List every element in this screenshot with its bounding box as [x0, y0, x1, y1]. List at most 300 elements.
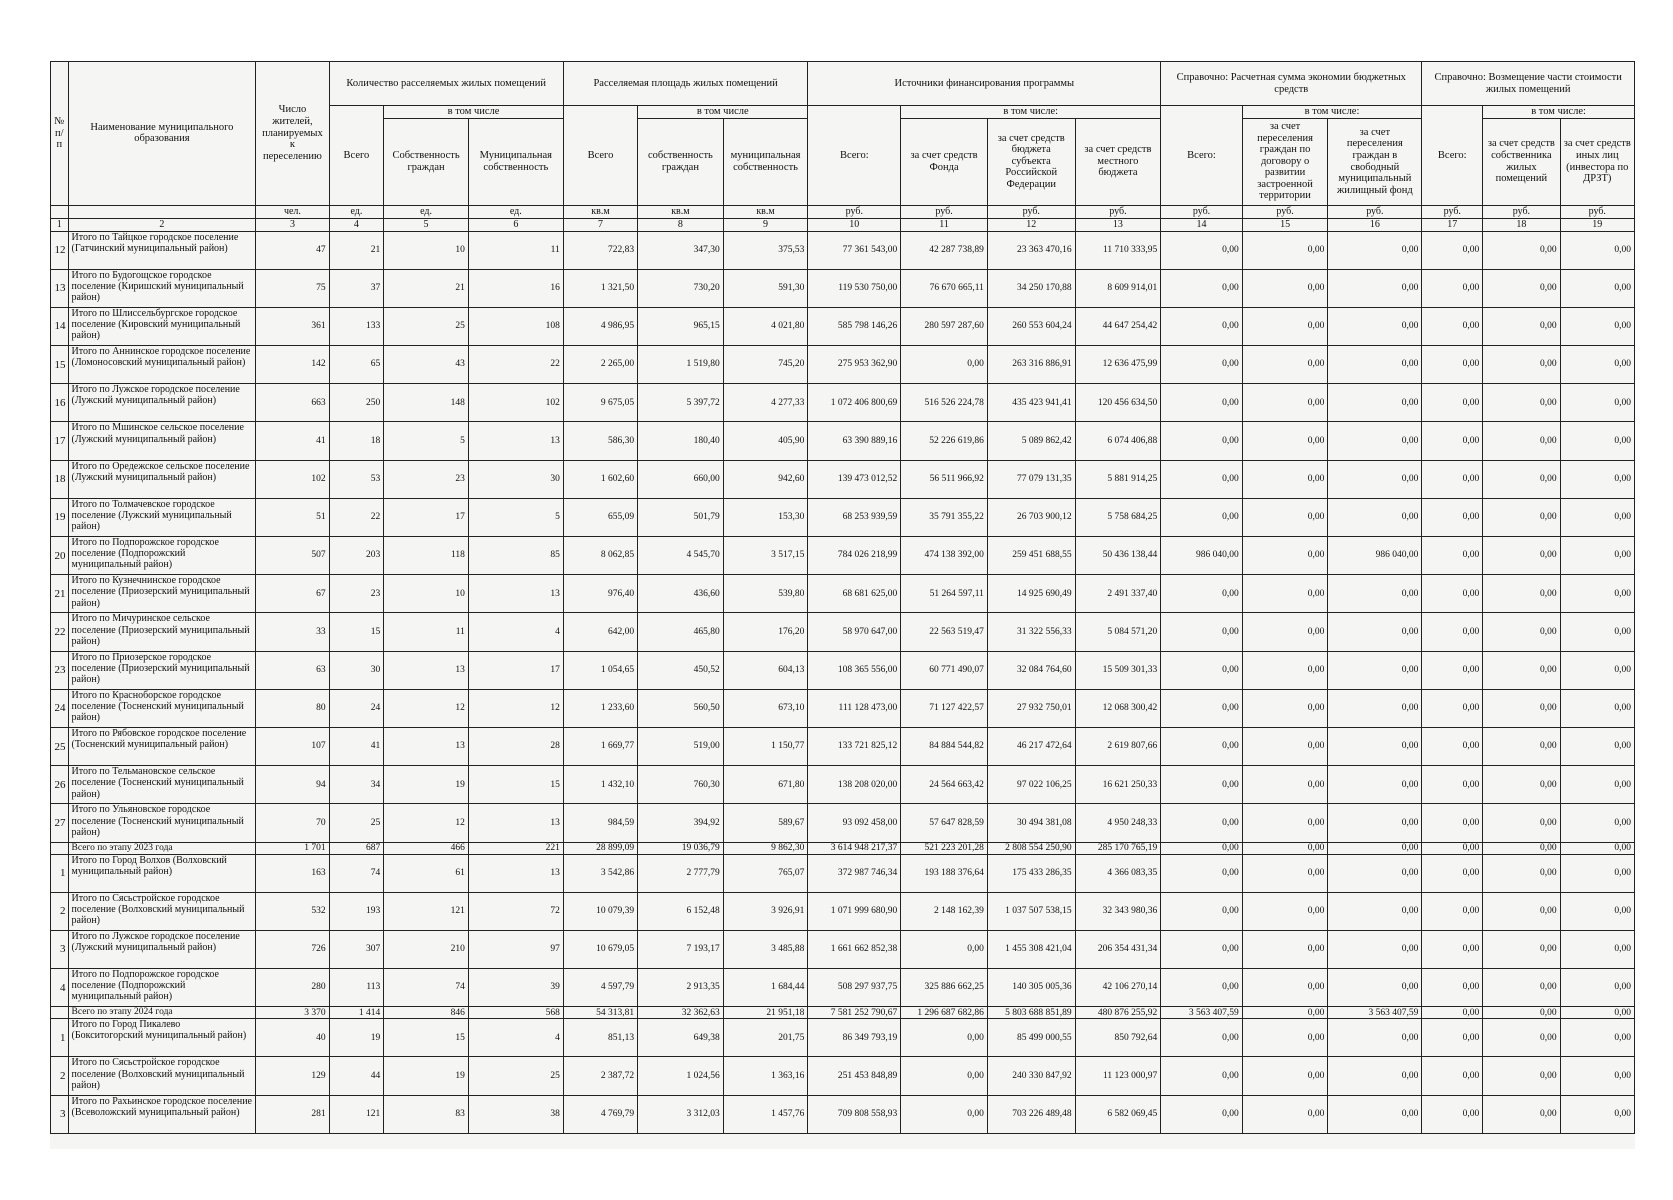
value-cell: 450,52	[638, 651, 724, 689]
value-cell: 532	[256, 892, 329, 930]
table-row	[51, 969, 1635, 1007]
value-cell: 118	[384, 537, 469, 575]
value-cell: 0,00	[1161, 575, 1243, 613]
value-cell: 97	[468, 930, 563, 968]
value-cell: 2 265,00	[563, 346, 637, 384]
value-cell: 121	[384, 892, 469, 930]
value-cell: 0,00	[1560, 537, 1634, 575]
value-cell: 40	[256, 1019, 329, 1057]
value-cell: 0,00	[1483, 969, 1560, 1007]
table-row	[51, 498, 1635, 536]
value-cell: 0,00	[901, 1057, 988, 1095]
table-body	[51, 231, 1635, 1133]
value-cell: 0,00	[1242, 969, 1328, 1007]
table-row	[51, 1057, 1635, 1095]
value-cell: 120 456 634,50	[1075, 384, 1161, 422]
row-number	[51, 842, 69, 854]
value-cell: 280	[256, 969, 329, 1007]
value-cell: 41	[256, 422, 329, 460]
value-cell: 8 062,85	[563, 537, 637, 575]
value-cell: 97 022 106,25	[987, 766, 1075, 804]
value-cell: 51	[256, 498, 329, 536]
value-cell: 0,00	[1422, 460, 1483, 498]
value-cell: 687	[329, 842, 384, 854]
stage-total-row	[51, 842, 1635, 854]
value-cell: 23 363 470,16	[987, 231, 1075, 269]
value-cell: 102	[256, 460, 329, 498]
value-cell: 6 152,48	[638, 892, 724, 930]
value-cell: 0,00	[1560, 460, 1634, 498]
value-cell: 65	[329, 346, 384, 384]
value-cell: 10 079,39	[563, 892, 637, 930]
value-cell: 263 316 886,91	[987, 346, 1075, 384]
value-cell: 589,67	[723, 804, 808, 842]
value-cell: 0,00	[1242, 842, 1328, 854]
value-cell: 0,00	[1328, 804, 1422, 842]
value-cell: 0,00	[1328, 930, 1422, 968]
municipality-name: Итого по Сясьстройское городское поселение (Волховский муниципальный район)	[68, 1057, 256, 1095]
value-cell: 83	[384, 1095, 469, 1133]
value-cell: 259 451 688,55	[987, 537, 1075, 575]
value-cell: 0,00	[1161, 613, 1243, 651]
value-cell: 12	[468, 689, 563, 727]
value-cell: 307	[329, 930, 384, 968]
table-row	[51, 346, 1635, 384]
value-cell: 0,00	[901, 930, 988, 968]
header-residents: Число жителей, планируемых к переселению	[256, 62, 329, 206]
value-cell: 0,00	[1483, 842, 1560, 854]
value-cell: 3 926,91	[723, 892, 808, 930]
value-cell: 0,00	[1242, 854, 1328, 892]
value-cell: 0,00	[1483, 613, 1560, 651]
value-cell: 12	[384, 804, 469, 842]
value-cell: 405,90	[723, 422, 808, 460]
value-cell: 4 769,79	[563, 1095, 637, 1133]
value-cell: 649,38	[638, 1019, 724, 1057]
value-cell: 0,00	[1161, 384, 1243, 422]
value-cell: 0,00	[1483, 1057, 1560, 1095]
value-cell: 39	[468, 969, 563, 1007]
value-cell: 655,09	[563, 498, 637, 536]
value-cell: 22 563 519,47	[901, 613, 988, 651]
value-cell: 0,00	[1161, 307, 1243, 345]
value-cell: 41	[329, 727, 384, 765]
value-cell: 0,00	[1560, 766, 1634, 804]
resettlement-table	[50, 61, 1635, 1134]
value-cell: 0,00	[1422, 269, 1483, 307]
value-cell: 0,00	[1242, 384, 1328, 422]
header-num: № п/п	[51, 62, 69, 206]
value-cell: 68 681 625,00	[808, 575, 901, 613]
value-cell: 2 148 162,39	[901, 892, 988, 930]
value-cell: 0,00	[1560, 842, 1634, 854]
value-cell: 11	[468, 231, 563, 269]
municipality-name: Итого по Подпорожское городское поселение (Подпорожский муниципальный район)	[68, 969, 256, 1007]
value-cell: 508 297 937,75	[808, 969, 901, 1007]
value-cell: 138 208 020,00	[808, 766, 901, 804]
value-cell: 153,30	[723, 498, 808, 536]
value-cell: 113	[329, 969, 384, 1007]
value-cell: 0,00	[1483, 689, 1560, 727]
value-cell: 560,50	[638, 689, 724, 727]
table-row	[51, 804, 1635, 842]
value-cell: 1 701	[256, 842, 329, 854]
value-cell: 12 068 300,42	[1075, 689, 1161, 727]
value-cell: 480 876 255,92	[1075, 1007, 1161, 1019]
value-cell: 0,00	[1242, 1019, 1328, 1057]
value-cell: 4 366 083,35	[1075, 854, 1161, 892]
value-cell: 850 792,64	[1075, 1019, 1161, 1057]
value-cell: 57 647 828,59	[901, 804, 988, 842]
value-cell: 22	[329, 498, 384, 536]
municipality-name: Итого по Оредежское сельское поселение (Лужский муниципальный район)	[68, 460, 256, 498]
value-cell: 11	[384, 613, 469, 651]
row-number: 22	[51, 613, 69, 651]
value-cell: 140 305 005,36	[987, 969, 1075, 1007]
value-cell: 74	[384, 969, 469, 1007]
unit-cell: кв.м	[563, 205, 637, 218]
value-cell: 0,00	[1560, 969, 1634, 1007]
value-cell: 0,00	[1161, 930, 1243, 968]
value-cell: 0,00	[1422, 804, 1483, 842]
value-cell: 11 123 000,97	[1075, 1057, 1161, 1095]
value-cell: 76 670 665,11	[901, 269, 988, 307]
value-cell: 0,00	[1328, 842, 1422, 854]
municipality-name: Итого по Город Пикалево (Бокситогорский муниципальный район)	[68, 1019, 256, 1057]
value-cell: 0,00	[1560, 727, 1634, 765]
value-cell: 74	[329, 854, 384, 892]
value-cell: 133 721 825,12	[808, 727, 901, 765]
value-cell: 0,00	[1560, 498, 1634, 536]
value-cell: 0,00	[1328, 498, 1422, 536]
value-cell: 210	[384, 930, 469, 968]
value-cell: 1 661 662 852,38	[808, 930, 901, 968]
value-cell: 568	[468, 1007, 563, 1019]
row-number: 14	[51, 307, 69, 345]
value-cell: 0,00	[1483, 804, 1560, 842]
value-cell: 0,00	[1161, 969, 1243, 1007]
municipality-name: Всего по этапу 2024 года	[68, 1007, 256, 1019]
value-cell: 0,00	[1242, 1095, 1328, 1133]
row-number	[51, 1007, 69, 1019]
value-cell: 0,00	[1422, 1019, 1483, 1057]
value-cell: 0,00	[1483, 854, 1560, 892]
value-cell: 108 365 556,00	[808, 651, 901, 689]
value-cell: 43	[384, 346, 469, 384]
value-cell: 0,00	[1328, 854, 1422, 892]
value-cell: 519,00	[638, 727, 724, 765]
value-cell: 80	[256, 689, 329, 727]
value-cell: 85	[468, 537, 563, 575]
header-municipal-owned: Муниципальная собственность	[468, 118, 563, 205]
value-cell: 27 932 750,01	[987, 689, 1075, 727]
table-row	[51, 460, 1635, 498]
value-cell: 30	[329, 651, 384, 689]
value-cell: 10	[384, 575, 469, 613]
municipality-name: Итого по Сясьстройское городское поселение (Волховский муниципальный район)	[68, 892, 256, 930]
table-row	[51, 766, 1635, 804]
value-cell: 32 362,63	[638, 1007, 724, 1019]
unit-cell: руб.	[1560, 205, 1634, 218]
value-cell: 67	[256, 575, 329, 613]
value-cell: 0,00	[1328, 689, 1422, 727]
value-cell: 0,00	[1560, 269, 1634, 307]
value-cell: 111 128 473,00	[808, 689, 901, 727]
value-cell: 30 494 381,08	[987, 804, 1075, 842]
value-cell: 507	[256, 537, 329, 575]
value-cell: 10 679,05	[563, 930, 637, 968]
value-cell: 8 609 914,01	[1075, 269, 1161, 307]
value-cell: 52 226 619,86	[901, 422, 988, 460]
municipality-name: Итого по Город Волхов (Волховский муниципальный район)	[68, 854, 256, 892]
value-cell: 13	[468, 804, 563, 842]
table-row	[51, 307, 1635, 345]
municipality-name: Итого по Кузнечнинское городское поселение (Приозерский муниципальный район)	[68, 575, 256, 613]
value-cell: 28	[468, 727, 563, 765]
value-cell: 0,00	[1483, 460, 1560, 498]
header-savings-group: Справочно: Расчетная сумма экономии бюджетных средств	[1161, 62, 1422, 106]
value-cell: 784 026 218,99	[808, 537, 901, 575]
value-cell: 31 322 556,33	[987, 613, 1075, 651]
value-cell: 0,00	[901, 346, 988, 384]
value-cell: 12 636 475,99	[1075, 346, 1161, 384]
unit-cell: чел.	[256, 205, 329, 218]
value-cell: 77 079 131,35	[987, 460, 1075, 498]
value-cell: 34	[329, 766, 384, 804]
municipality-name: Итого по Мшинское сельское поселение (Лужский муниципальный район)	[68, 422, 256, 460]
value-cell: 75	[256, 269, 329, 307]
stage-total-row	[51, 1007, 1635, 1019]
value-cell: 0,00	[1483, 346, 1560, 384]
row-number: 13	[51, 269, 69, 307]
value-cell: 3 542,86	[563, 854, 637, 892]
value-cell: 21	[384, 269, 469, 307]
value-cell: 24	[329, 689, 384, 727]
header-savings-total: Всего:	[1161, 106, 1243, 206]
value-cell: 0,00	[1161, 804, 1243, 842]
value-cell: 465,80	[638, 613, 724, 651]
value-cell: 1 072 406 800,69	[808, 384, 901, 422]
value-cell: 280 597 287,60	[901, 307, 988, 345]
value-cell: 0,00	[1483, 651, 1560, 689]
table-row	[51, 892, 1635, 930]
value-cell: 0,00	[1242, 689, 1328, 727]
resettlement-register-sheet	[50, 61, 1635, 1149]
value-cell: 671,80	[723, 766, 808, 804]
value-cell: 0,00	[1242, 651, 1328, 689]
value-cell: 142	[256, 346, 329, 384]
value-cell: 976,40	[563, 575, 637, 613]
header-area-group: Расселяемая площадь жилых помещений	[563, 62, 808, 106]
row-number: 2	[51, 1057, 69, 1095]
value-cell: 21 951,18	[723, 1007, 808, 1019]
value-cell: 121	[329, 1095, 384, 1133]
value-cell: 539,80	[723, 575, 808, 613]
value-cell: 9 675,05	[563, 384, 637, 422]
value-cell: 585 798 146,26	[808, 307, 901, 345]
value-cell: 13	[468, 422, 563, 460]
value-cell: 42 287 738,89	[901, 231, 988, 269]
header-area-owned-citizens: собственность граждан	[638, 118, 724, 205]
value-cell: 24 564 663,42	[901, 766, 988, 804]
value-cell: 0,00	[1560, 231, 1634, 269]
value-cell: 0,00	[1422, 892, 1483, 930]
column-number-cell: 2	[68, 218, 256, 231]
value-cell: 435 423 941,41	[987, 384, 1075, 422]
value-cell: 1 024,56	[638, 1057, 724, 1095]
value-cell: 71 127 422,57	[901, 689, 988, 727]
value-cell: 730,20	[638, 269, 724, 307]
value-cell: 760,30	[638, 766, 724, 804]
column-number-cell: 11	[901, 218, 988, 231]
value-cell: 0,00	[1422, 1057, 1483, 1095]
value-cell: 17	[468, 651, 563, 689]
row-number: 18	[51, 460, 69, 498]
value-cell: 0,00	[1483, 384, 1560, 422]
table-row	[51, 422, 1635, 460]
value-cell: 0,00	[1422, 1007, 1483, 1019]
value-cell: 10	[384, 231, 469, 269]
value-cell: 0,00	[1560, 1019, 1634, 1057]
value-cell: 15	[468, 766, 563, 804]
value-cell: 2 619 807,66	[1075, 727, 1161, 765]
value-cell: 0,00	[1161, 854, 1243, 892]
column-number-cell: 9	[723, 218, 808, 231]
value-cell: 13	[468, 854, 563, 892]
value-cell: 84 884 544,82	[901, 727, 988, 765]
unit-cell: руб.	[1161, 205, 1243, 218]
value-cell: 175 433 286,35	[987, 854, 1075, 892]
value-cell: 11 710 333,95	[1075, 231, 1161, 269]
value-cell: 1 669,77	[563, 727, 637, 765]
value-cell: 0,00	[1560, 346, 1634, 384]
value-cell: 94	[256, 766, 329, 804]
value-cell: 0,00	[1422, 346, 1483, 384]
value-cell: 0,00	[1483, 422, 1560, 460]
value-cell: 0,00	[1242, 575, 1328, 613]
value-cell: 0,00	[1242, 231, 1328, 269]
unit-cell: руб.	[808, 205, 901, 218]
table-row	[51, 613, 1635, 651]
header-refund-incl: в том числе:	[1483, 106, 1635, 119]
column-number-cell: 14	[1161, 218, 1243, 231]
table-row	[51, 689, 1635, 727]
value-cell: 0,00	[1560, 1007, 1634, 1019]
unit-cell: руб.	[901, 205, 988, 218]
value-cell: 77 361 543,00	[808, 231, 901, 269]
row-number: 25	[51, 727, 69, 765]
value-cell: 23	[384, 460, 469, 498]
row-number: 15	[51, 346, 69, 384]
value-cell: 1 684,44	[723, 969, 808, 1007]
unit-cell: ед.	[329, 205, 384, 218]
value-cell: 5	[468, 498, 563, 536]
header-resettle-free: за счет переселения граждан в свободный муниципальный жилищный фонд	[1328, 118, 1422, 205]
row-number: 3	[51, 1095, 69, 1133]
value-cell: 709 808 558,93	[808, 1095, 901, 1133]
value-cell: 38	[468, 1095, 563, 1133]
value-cell: 50 436 138,44	[1075, 537, 1161, 575]
row-number: 19	[51, 498, 69, 536]
value-cell: 193	[329, 892, 384, 930]
value-cell: 0,00	[1422, 689, 1483, 727]
value-cell: 1 233,60	[563, 689, 637, 727]
municipality-name: Итого по Лужское городское поселение (Лужский муниципальный район)	[68, 930, 256, 968]
header-fund: за счет средств Фонда	[901, 118, 988, 205]
value-cell: 28 899,09	[563, 842, 637, 854]
value-cell: 34 250 170,88	[987, 269, 1075, 307]
value-cell: 0,00	[1328, 346, 1422, 384]
value-cell: 0,00	[1422, 842, 1483, 854]
municipality-name: Итого по Мичуринское сельское поселение (Приозерский муниципальный район)	[68, 613, 256, 651]
unit-cell: ед.	[384, 205, 469, 218]
value-cell: 0,00	[1161, 1019, 1243, 1057]
value-cell: 46 217 472,64	[987, 727, 1075, 765]
value-cell: 42 106 270,14	[1075, 969, 1161, 1007]
value-cell: 7 193,17	[638, 930, 724, 968]
value-cell: 0,00	[1422, 384, 1483, 422]
value-cell: 0,00	[1328, 1057, 1422, 1095]
value-cell: 0,00	[1483, 766, 1560, 804]
value-cell: 660,00	[638, 460, 724, 498]
value-cell: 986 040,00	[1328, 537, 1422, 575]
value-cell: 0,00	[1242, 930, 1328, 968]
value-cell: 0,00	[1328, 613, 1422, 651]
header-funding-group: Источники финансирования программы	[808, 62, 1161, 106]
value-cell: 3 614 948 217,37	[808, 842, 901, 854]
value-cell: 26 703 900,12	[987, 498, 1075, 536]
unit-cell: кв.м	[638, 205, 724, 218]
value-cell: 0,00	[1560, 1057, 1634, 1095]
column-number-cell: 8	[638, 218, 724, 231]
value-cell: 1 455 308 421,04	[987, 930, 1075, 968]
value-cell: 281	[256, 1095, 329, 1133]
municipality-name: Итого по Рябовское городское поселение (Тосненский муниципальный район)	[68, 727, 256, 765]
header-owner-funds: за счет средств собственника жилых помещений	[1483, 118, 1560, 205]
header-resettle-dev: за счет переселения граждан по договору о развитии застроенной территории	[1242, 118, 1328, 205]
column-number-cell: 4	[329, 218, 384, 231]
value-cell: 1 037 507 538,15	[987, 892, 1075, 930]
value-cell: 3 485,88	[723, 930, 808, 968]
table-row	[51, 269, 1635, 307]
unit-cell: ед.	[468, 205, 563, 218]
value-cell: 6 074 406,88	[1075, 422, 1161, 460]
value-cell: 19 036,79	[638, 842, 724, 854]
unit-cell: руб.	[1422, 205, 1483, 218]
value-cell: 193 188 376,64	[901, 854, 988, 892]
value-cell: 0,00	[1483, 498, 1560, 536]
value-cell: 0,00	[1560, 930, 1634, 968]
value-cell: 3 370	[256, 1007, 329, 1019]
value-cell: 0,00	[1483, 930, 1560, 968]
value-cell: 372 987 746,34	[808, 854, 901, 892]
value-cell: 0,00	[1242, 804, 1328, 842]
value-cell: 0,00	[1560, 854, 1634, 892]
units-row	[51, 205, 1635, 218]
value-cell: 0,00	[1161, 269, 1243, 307]
table-row	[51, 1019, 1635, 1057]
value-cell: 37	[329, 269, 384, 307]
value-cell: 23	[329, 575, 384, 613]
table-row	[51, 231, 1635, 269]
value-cell: 2 777,79	[638, 854, 724, 892]
value-cell: 436,60	[638, 575, 724, 613]
value-cell: 0,00	[1242, 422, 1328, 460]
value-cell: 35 791 355,22	[901, 498, 988, 536]
value-cell: 240 330 847,92	[987, 1057, 1075, 1095]
value-cell: 586,30	[563, 422, 637, 460]
value-cell: 0,00	[1242, 1007, 1328, 1019]
